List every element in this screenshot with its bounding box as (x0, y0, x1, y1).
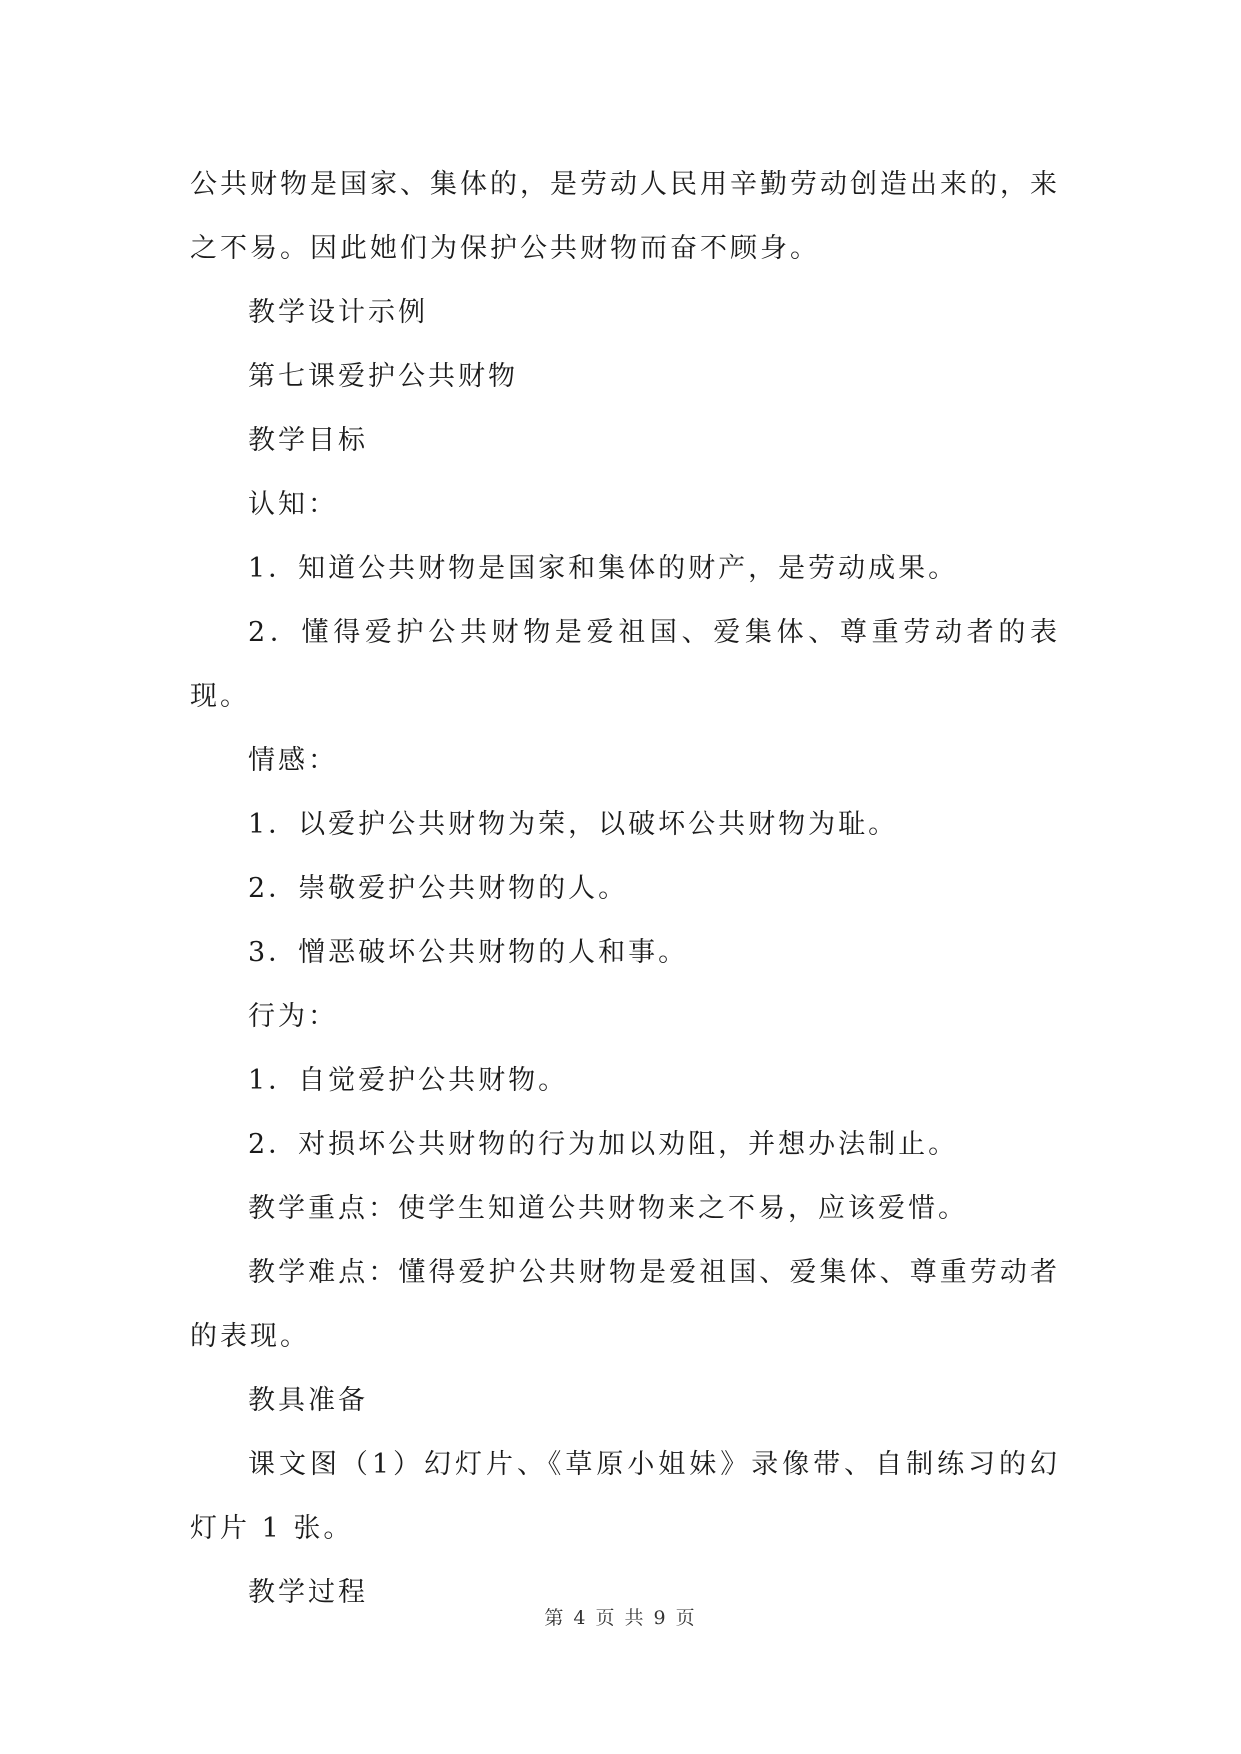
subheading-emotion: 情感： (248, 745, 338, 776)
paragraph-1: 公共财物是国家、集体的，是劳动人民用辛勤劳动创造出来的，来之不易。因此她们为保护公共财物而奋不顾身。 (190, 169, 1060, 264)
emotion-item-3: 3．憎恶破坏公共财物的人和事。 (248, 937, 689, 968)
cognition-item-1: 1．知道公共财物是国家和集体的财产，是劳动成果。 (248, 553, 959, 584)
subheading-cognition: 认知： (248, 489, 338, 520)
emotion-item-1: 1．以爱护公共财物为荣，以破坏公共财物为耻。 (248, 809, 899, 840)
materials-description: 课文图（1）幻灯片、《草原小姐妹》录像带、自制练习的幻灯片 1 张。 (190, 1449, 1060, 1544)
behavior-item-2: 2．对损坏公共财物的行为加以劝阻，并想办法制止。 (248, 1129, 959, 1160)
section-heading-materials: 教具准备 (248, 1385, 368, 1416)
subheading-behavior: 行为： (248, 1001, 338, 1032)
teaching-key-point: 教学重点：使学生知道公共财物来之不易，应该爱惜。 (248, 1193, 968, 1224)
section-heading-teaching-design: 教学设计示例 (248, 297, 428, 328)
lesson-title: 第七课爱护公共财物 (248, 361, 518, 392)
page-number-footer: 第 4 页 共 9 页 (544, 1607, 697, 1629)
cognition-item-2: 2．懂得爱护公共财物是爱祖国、爱集体、尊重劳动者的表现。 (190, 617, 1060, 712)
section-heading-objectives: 教学目标 (248, 425, 368, 456)
document-body (190, 153, 1060, 1625)
section-heading-process: 教学过程 (248, 1577, 368, 1608)
behavior-item-1: 1．自觉爱护公共财物。 (248, 1065, 569, 1096)
teaching-difficulty: 教学难点：懂得爱护公共财物是爱祖国、爱集体、尊重劳动者的表现。 (190, 1257, 1060, 1352)
emotion-item-2: 2．崇敬爱护公共财物的人。 (248, 873, 629, 904)
